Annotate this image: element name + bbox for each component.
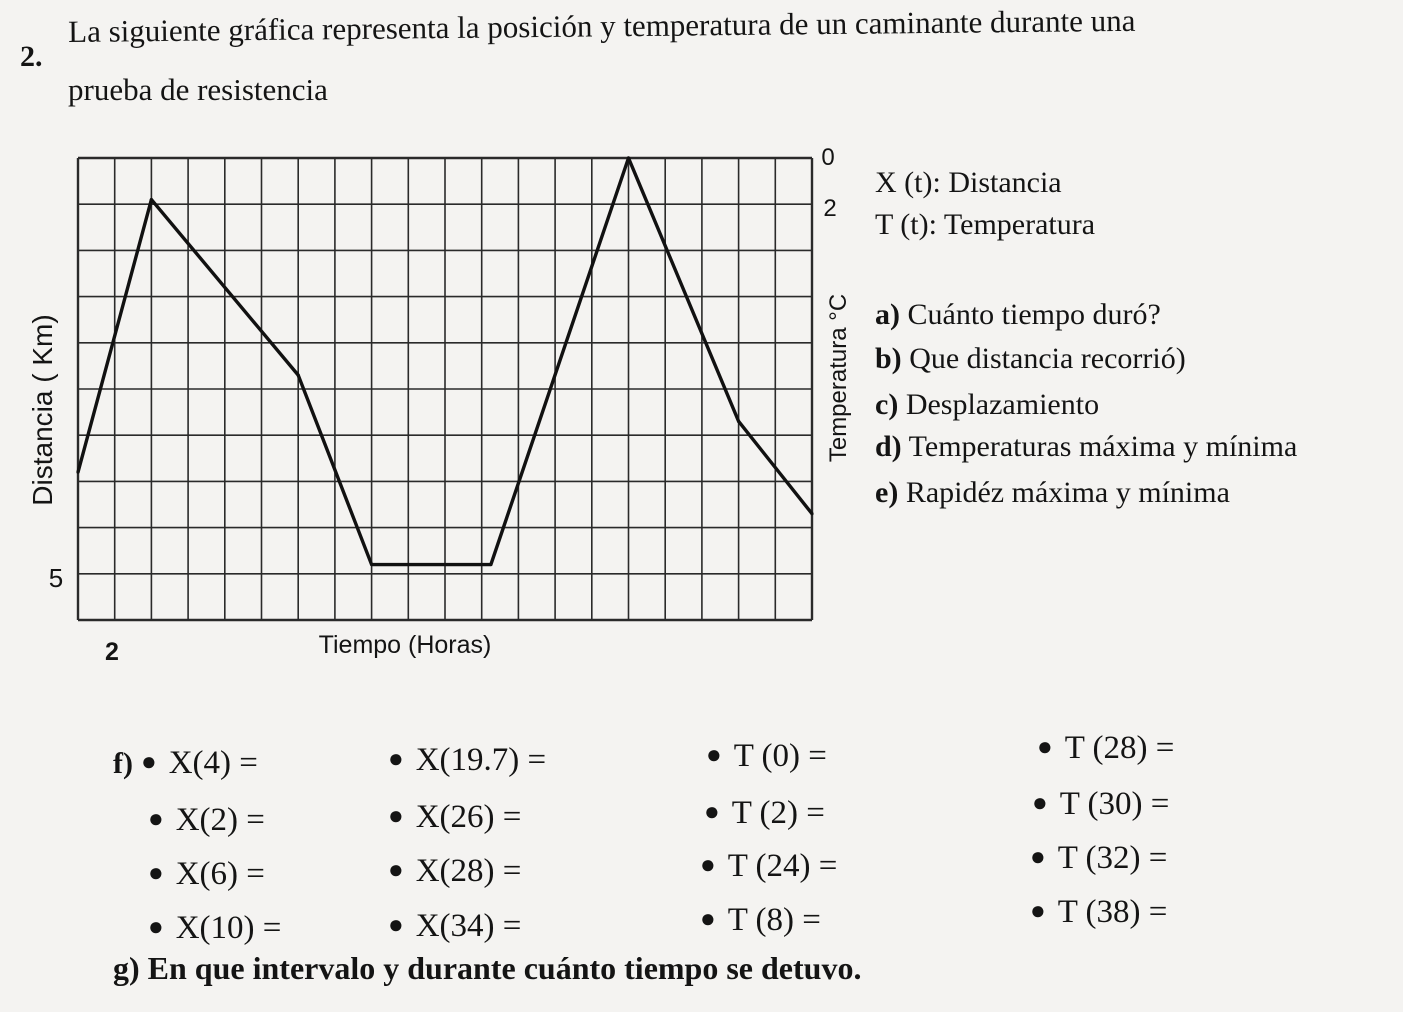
f-item-1-1 (113, 745, 258, 782)
question-d (875, 430, 1297, 464)
f-item-text: X(28) = (415, 853, 522, 889)
bullet-icon: ● (388, 910, 404, 939)
f-item-text: X(4) = (168, 745, 258, 781)
f-item-3-2 (388, 853, 521, 890)
f-item-text: T (24) = (727, 848, 838, 884)
bullet-icon: ● (1032, 788, 1048, 817)
bullet-icon: ● (706, 740, 722, 769)
question-e-text: Rapidéz máxima y mínima (905, 476, 1230, 509)
series-point (370, 563, 373, 566)
x-axis-label: Tiempo (Horas) (318, 631, 492, 659)
series-point (627, 156, 630, 159)
bullet-icon: ● (140, 747, 157, 776)
question-c-text: Desplazamiento (905, 388, 1100, 421)
f-item-3-1 (148, 856, 265, 893)
bullet-icon: ● (148, 858, 164, 887)
question-a (875, 298, 1161, 332)
f-item-2-2 (388, 799, 521, 836)
series-point (489, 563, 492, 566)
y-right-axis-label: Temperatura °C (825, 293, 852, 463)
bullet-icon: ● (388, 855, 404, 884)
f-item-2-4 (1032, 786, 1169, 823)
f-label: f) (113, 747, 133, 780)
y-right-tick-label: 2 (823, 195, 837, 222)
f-item-2-3 (704, 795, 825, 832)
y-right-tick-label: 0 (821, 144, 835, 171)
question-g (113, 950, 861, 987)
question-number: 2. (20, 40, 43, 73)
question-b-label: b) (875, 342, 902, 375)
question-g-label: g) (113, 950, 140, 986)
question-g-text: En que intervalo y durante cuánto tiempo se detuvo. (147, 950, 862, 986)
f-item-3-3 (700, 848, 837, 885)
f-item-text: X(6) = (175, 856, 265, 892)
f-item-text: X(19.7) = (415, 742, 547, 778)
f-item-3-4 (1030, 840, 1167, 877)
bullet-icon: ● (388, 801, 404, 830)
f-item-text: T (28) = (1064, 730, 1175, 766)
question-e (875, 476, 1230, 510)
y-left-tick-label: 5 (48, 563, 64, 593)
question-c-label: c) (875, 388, 899, 421)
bullet-icon: ● (148, 912, 164, 941)
question-d-label: d) (875, 430, 902, 463)
f-item-text: X(10) = (175, 910, 282, 946)
question-d-text: Temperaturas máxima y mínima (908, 430, 1298, 463)
f-item-text: X(2) = (175, 802, 265, 838)
f-item-4-4 (1030, 894, 1167, 931)
f-item-4-3 (700, 902, 821, 939)
f-item-2-1 (148, 802, 265, 839)
question-b-text: Que distancia recorrió) (909, 342, 1186, 375)
question-b (875, 342, 1186, 376)
series-point (150, 198, 153, 201)
question-text-line2: prueba de resistencia (68, 72, 328, 107)
question-a-text: Cuánto tiempo duró? (907, 298, 1161, 331)
bullet-icon: ● (1037, 732, 1053, 761)
series-point (297, 374, 300, 377)
question-text-line1: La siguiente gráfica representa la posición y temperatura de un caminante durante una (68, 2, 1136, 49)
f-item-text: T (32) = (1057, 840, 1168, 876)
f-item-text: T (30) = (1059, 786, 1170, 822)
series-point (76, 471, 79, 474)
bullet-icon: ● (148, 804, 164, 833)
f-item-text: T (38) = (1057, 894, 1168, 930)
legend-t: T (t): Temperatura (875, 208, 1096, 241)
legend-x: X (t): Distancia (875, 166, 1062, 199)
f-item-4-2 (388, 908, 521, 945)
question-e-label: e) (875, 476, 899, 509)
series-point (810, 512, 813, 515)
series-point (737, 420, 740, 423)
f-item-text: T (2) = (731, 795, 825, 831)
f-item-1-4 (1037, 730, 1174, 767)
bullet-icon: ● (700, 850, 716, 879)
f-item-1-3 (706, 738, 827, 775)
f-item-4-1 (148, 910, 281, 947)
f-item-text: T (0) = (733, 738, 827, 774)
question-a-label: a) (875, 298, 900, 331)
x-tick-label: 2 (105, 638, 119, 666)
bullet-icon: ● (1030, 842, 1046, 871)
bullet-icon: ● (388, 744, 404, 773)
bullet-icon: ● (1030, 896, 1046, 925)
bullet-icon: ● (704, 797, 720, 826)
y-left-axis-label: Distancia ( Km) (27, 314, 58, 506)
question-c (875, 388, 1099, 422)
f-item-text: T (8) = (727, 902, 821, 938)
f-item-1-2 (388, 742, 546, 779)
f-item-text: X(26) = (415, 799, 522, 835)
bullet-icon: ● (700, 904, 716, 933)
f-item-text: X(34) = (415, 908, 522, 944)
